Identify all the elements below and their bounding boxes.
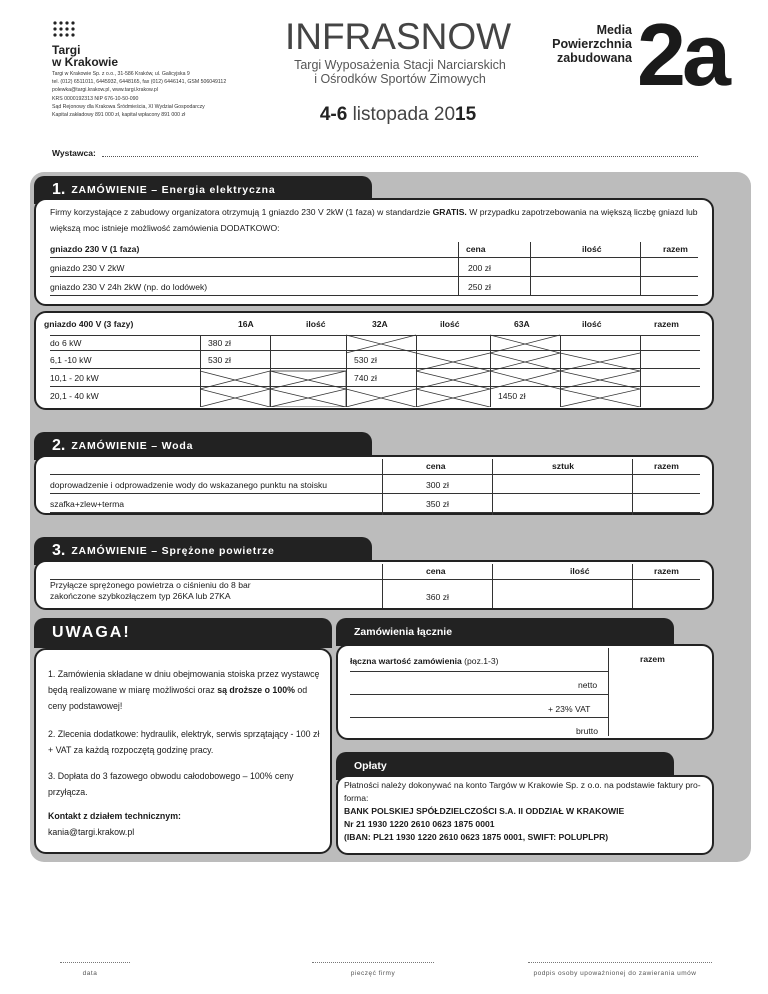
row-price-16a: 380 zł bbox=[208, 338, 231, 348]
media-line-3: zabudowana bbox=[556, 51, 632, 65]
header-total: razem bbox=[654, 566, 679, 576]
section-1-title: ZAMÓWIENIE – Energia elektryczna bbox=[71, 184, 276, 196]
totals-panel bbox=[336, 644, 714, 740]
row-label: 20,1 - 40 kW bbox=[50, 391, 99, 401]
logo-line-1: Targi bbox=[52, 43, 81, 57]
totals-header-total: razem bbox=[640, 654, 665, 664]
col-divider bbox=[458, 242, 459, 296]
water-table bbox=[50, 459, 700, 515]
divider bbox=[350, 717, 608, 718]
row-label: gniazdo 230 V 24h 2kW (np. do lodówek) bbox=[50, 282, 208, 292]
row-price: 300 zł bbox=[426, 480, 449, 490]
date-year-1: 20 bbox=[433, 104, 456, 125]
divider bbox=[350, 694, 608, 695]
unavailable-cells-icon bbox=[50, 317, 700, 407]
desc-part-1: Firmy korzystające z zabudowy organizatora otrzymują 1 gniazdo 230 V 2kW (1 faza) w standardzie bbox=[50, 207, 431, 217]
header-qty-16a: ilość bbox=[306, 319, 326, 329]
signature-label: podpis osoby upoważnionej do zawierania umów bbox=[533, 970, 697, 977]
header-price: cena bbox=[426, 461, 446, 471]
section-1-number: 1. bbox=[52, 181, 66, 198]
netto-label: netto bbox=[578, 680, 598, 690]
section-3-number: 3. bbox=[52, 542, 66, 559]
col-divider bbox=[530, 242, 531, 296]
total-note: (poz.1-3) bbox=[464, 656, 499, 666]
table-row bbox=[50, 280, 698, 296]
divider bbox=[350, 671, 608, 672]
event-subtitle-1: Targi Wyposażenia Stacji Narciarskich bbox=[294, 58, 506, 72]
air-price: 360 zł bbox=[426, 592, 449, 602]
section-3-title: ZAMÓWIENIE – Sprężone powietrze bbox=[71, 545, 275, 557]
air-label-2: zakończone szybkozłączem typ 26KA lub 27KA bbox=[50, 591, 231, 601]
col-divider bbox=[492, 564, 493, 608]
section-2-title: ZAMÓWIENIE – Woda bbox=[71, 440, 194, 452]
row-label: 10,1 - 20 kW bbox=[50, 373, 99, 383]
logo-text bbox=[52, 44, 118, 68]
col-divider bbox=[608, 648, 609, 736]
media-line-1: Media bbox=[596, 23, 632, 37]
row-label: 6,1 -10 kW bbox=[50, 355, 92, 365]
totals-title: Zamówienia łącznie bbox=[354, 626, 453, 638]
row-price: 200 zł bbox=[468, 263, 491, 273]
oplaty-panel bbox=[336, 775, 714, 855]
col-divider bbox=[640, 242, 641, 296]
oplaty-title: Opłaty bbox=[354, 760, 387, 772]
gratis-label: GRATIS. bbox=[432, 207, 467, 217]
exhibitor-label: Wystawca: bbox=[52, 148, 96, 158]
form-code-badge: 2a bbox=[637, 5, 727, 104]
stamp-label: pieczęć firmy bbox=[350, 970, 396, 977]
row-label: gniazdo 230 V 2kW bbox=[50, 263, 125, 273]
row-label: doprowadzenie i odprowadzenie wody do wskazanego punktu na stoisku bbox=[50, 480, 328, 490]
table-row bbox=[50, 478, 700, 494]
total-value-label bbox=[350, 656, 499, 666]
uwaga-panel bbox=[34, 648, 332, 854]
date-label: data bbox=[82, 970, 98, 977]
header-32a: 32A bbox=[372, 319, 388, 329]
event-subtitle bbox=[270, 58, 530, 86]
row-label: do 6 kW bbox=[50, 338, 82, 348]
date-range: 4-6 bbox=[319, 104, 348, 125]
header-socket-400: gniazdo 400 V (3 fazy) bbox=[44, 319, 134, 329]
form-category bbox=[532, 23, 632, 65]
iban: (IBAN: PL21 1930 1220 2610 0623 1875 0001, SWIFT: POLUPLPR) bbox=[344, 832, 609, 842]
account-number: Nr 21 1930 1220 2610 0623 1875 0001 bbox=[344, 819, 495, 829]
col-divider bbox=[382, 459, 383, 515]
air-label bbox=[50, 580, 251, 602]
date-year-2: 15 bbox=[455, 104, 477, 125]
row-price: 250 zł bbox=[468, 282, 491, 292]
note-1-bold: są droższe o 100% bbox=[217, 685, 295, 695]
row-price-16a: 530 zł bbox=[208, 355, 231, 365]
section-2-panel bbox=[34, 455, 714, 515]
table-header-row bbox=[50, 242, 698, 258]
contact-email[interactable]: kania@targi.krakow.pl bbox=[48, 827, 135, 837]
totals-tab bbox=[336, 618, 674, 646]
logo-line-2: w Krakowie bbox=[52, 55, 119, 69]
section-3-panel bbox=[34, 560, 714, 610]
brutto-label: brutto bbox=[576, 726, 598, 736]
header-price: cena bbox=[466, 244, 486, 254]
section-1-description bbox=[50, 204, 700, 236]
section-2-number: 2. bbox=[52, 437, 66, 454]
stamp-field[interactable] bbox=[312, 962, 434, 963]
header-total: razem bbox=[654, 319, 679, 329]
header-quantity: ilość bbox=[582, 244, 602, 254]
col-divider bbox=[492, 459, 493, 515]
uwaga-title: UWAGA! bbox=[52, 624, 131, 641]
note-1-text: 1. Zamówienia składane w dniu obejmowania stoiska przez wystawcę będą realizowane w miarę możliwości oraz bbox=[48, 669, 320, 695]
air-table bbox=[50, 564, 700, 608]
header-qty-32a: ilość bbox=[440, 319, 460, 329]
uwaga-note-2: 2. Zlecenia dodatkowe: hydraulik, elektryk, serwis sprzątający - 100 zł + VAT za każdą rozpoczętą godzinę pracy. bbox=[48, 729, 320, 755]
header-pieces: sztuk bbox=[552, 461, 574, 471]
air-label-1: Przyłącze sprężonego powietrza o ciśnieniu do 8 bar bbox=[50, 580, 251, 590]
note-1-end: od ceny podstawowej! bbox=[48, 685, 308, 711]
event-date bbox=[283, 104, 513, 126]
exhibitor-field[interactable] bbox=[102, 156, 698, 157]
vat-label: + 23% VAT bbox=[548, 704, 591, 714]
header-63a: 63A bbox=[514, 319, 530, 329]
col-divider bbox=[632, 564, 633, 608]
uwaga-tab bbox=[34, 618, 332, 648]
total-label: łączna wartość zamówienia bbox=[350, 656, 462, 666]
col-divider bbox=[632, 459, 633, 515]
socket-230-table bbox=[50, 242, 698, 296]
uwaga-note-1 bbox=[48, 666, 324, 714]
event-title: INFRASNOW bbox=[284, 16, 512, 57]
row-price-32a: 530 zł bbox=[354, 355, 377, 365]
payment-text: Płatności należy dokonywać na konto Targów w Krakowie Sp. z o.o. na podstawie faktury pro-forma: bbox=[344, 780, 701, 803]
event-subtitle-2: i Ośrodków Sportów Zimowych bbox=[314, 72, 486, 86]
row-price-63a: 1450 zł bbox=[498, 391, 526, 401]
header-total: razem bbox=[663, 244, 688, 254]
table-header-row bbox=[50, 564, 700, 580]
contact bbox=[48, 808, 181, 840]
company-info: Targi w Krakowie Sp. z o.o., 31-586 Kraków, ul. Galicyjska 9 tel. (012) 6511011, 6445932, 6448165, fax (012) 6446141, GSM 506049112 polewka@targi.krakow.pl, www.targi.krakow.pl KRS 0000192313 NIP 676-10-50-090 Sąd Rejonowy dla Krakowa Śródmieścia, XI Wydział Gospodarczy Kapitał zakładowy 891 000 zł, kapitał wpłacony 891 000 zł bbox=[52, 71, 227, 119]
socket-400-panel bbox=[34, 311, 714, 410]
date-month: listopada bbox=[352, 104, 429, 125]
header-qty-63a: ilość bbox=[582, 319, 602, 329]
desc-part-2: W przypadku zapotrzebowania na większą liczbę gniazd lub większą moc istnieje możliwość zamówienia DODATKOWO: bbox=[50, 207, 698, 233]
header-quantity: ilość bbox=[570, 566, 590, 576]
table-header-row bbox=[50, 459, 700, 475]
date-field[interactable] bbox=[60, 962, 130, 963]
header-socket-230: gniazdo 230 V (1 faza) bbox=[50, 244, 140, 254]
header-price: cena bbox=[426, 566, 446, 576]
table-row bbox=[50, 261, 698, 277]
bank-name: BANK POLSKIEJ SPÓŁDZIELCZOŚCI S.A. II ODDZIAŁ W KRAKOWIE bbox=[344, 806, 625, 816]
row-price-32a: 740 zł bbox=[354, 373, 377, 383]
uwaga-note-3: 3. Dopłata do 3 fazowego obwodu całodobowego – 100% ceny przyłącza. bbox=[48, 771, 294, 797]
contact-label: Kontakt z działem technicznym: bbox=[48, 811, 181, 821]
table-row bbox=[50, 497, 700, 513]
col-divider bbox=[382, 564, 383, 608]
header-16a: 16A bbox=[238, 319, 254, 329]
socket-400-table bbox=[44, 317, 700, 407]
signature-field[interactable] bbox=[528, 962, 712, 963]
row-label: szafka+zlew+terma bbox=[50, 499, 125, 509]
header-total: razem bbox=[654, 461, 679, 471]
row-price: 350 zł bbox=[426, 499, 449, 509]
media-line-2: Powierzchnia bbox=[552, 37, 632, 51]
section-1-panel bbox=[34, 198, 714, 306]
logo-dots-icon bbox=[52, 20, 82, 42]
